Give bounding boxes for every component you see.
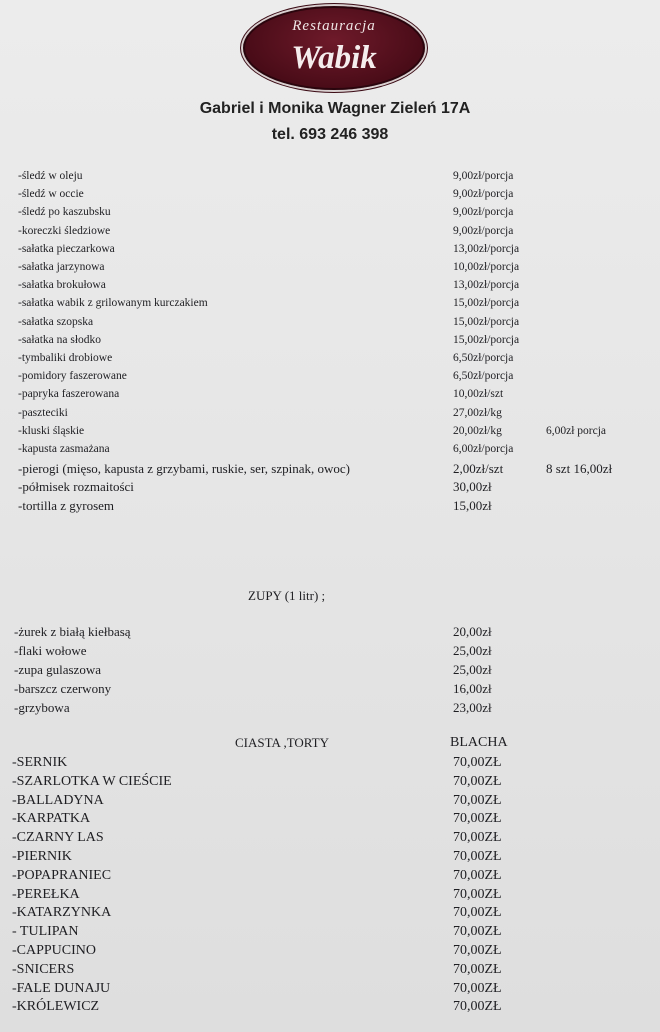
menu-item-name: -pierogi (mięso, kapusta z grzybami, ruskie, ser, szpinak, owoc): [18, 461, 350, 477]
menu-item-price: 15,00zł: [453, 497, 492, 513]
menu-item-name: -SERNIK: [12, 755, 68, 770]
menu-item-price: 20,00zł: [453, 624, 492, 639]
menu-item: [0, 261, 660, 280]
menu-item-name: -tymbaliki drobiowe: [18, 352, 113, 364]
menu-item-price: 9,00zł/porcja: [453, 206, 514, 219]
menu-item-price: 70,00ZŁ: [453, 849, 502, 864]
menu-item-price: 27,00zł/kg: [453, 406, 502, 419]
menu-item-name: -sałatka na słodko: [18, 333, 102, 346]
menu-item: [0, 498, 660, 517]
cakes-price-heading: BLACHA: [450, 735, 508, 750]
logo-subtitle: Restauracja: [292, 18, 376, 34]
menu-item: [0, 479, 660, 498]
menu-item-price: 6,50zł/porcja: [453, 352, 514, 364]
menu-item: [0, 370, 660, 389]
menu-item-name: -grzybowa: [14, 700, 70, 715]
menu-item-extra-price: 8 szt 16,00zł: [546, 461, 613, 477]
menu-item-name: -BALLADYNA: [12, 792, 104, 808]
menu-item: [0, 811, 660, 830]
menu-item-price: 13,00zł/porcja: [453, 279, 520, 292]
menu-item-name: -flaki wołowe: [14, 643, 87, 658]
menu-item-price: 6,50zł/porcja: [453, 370, 514, 383]
menu-item: [0, 297, 660, 316]
menu-item-name: -KATARZYNKA: [12, 905, 112, 921]
menu-item-name: -CAPPUCINO: [12, 943, 97, 958]
menu-item: [0, 905, 660, 924]
menu-item-price: 30,00zł: [453, 479, 492, 495]
cakes-heading: CIASTA ,TORTY: [235, 735, 330, 750]
menu-item-price: 70,00ZŁ: [453, 867, 502, 883]
menu-item-name: -śledź po kaszubsku: [18, 206, 111, 219]
menu-item: [0, 681, 660, 700]
menu-item: [0, 243, 660, 262]
menu-item-price: 15,00zł/porcja: [453, 333, 520, 346]
menu-item-name: -KRÓLEWICZ: [12, 999, 100, 1015]
menu-item: [0, 188, 660, 207]
menu-item: [0, 316, 660, 335]
menu-item-price: 23,00zł: [453, 700, 492, 715]
menu-item: [0, 887, 660, 906]
menu-item-price: 70,00ZŁ: [453, 961, 502, 977]
menu-item-price: 70,00ZŁ: [453, 773, 502, 789]
menu-item-price: 10,00zł/porcja: [453, 261, 520, 273]
menu-item: [0, 999, 660, 1018]
menu-item: [0, 924, 660, 943]
menu-item-price: 20,00zł/kg: [453, 424, 502, 437]
menu-item: [0, 206, 660, 225]
menu-item-extra-price: 6,00zł porcja: [546, 424, 607, 437]
menu-item-price: 70,00ZŁ: [453, 999, 502, 1015]
menu-item-name: -FALE DUNAJU: [12, 980, 111, 996]
logo-title: Wabik: [291, 40, 377, 76]
menu-item-name: -PEREŁKA: [12, 886, 80, 902]
phone-number: tel. 693 246 398: [271, 126, 389, 143]
restaurant-logo: [243, 6, 425, 90]
menu-item: [0, 755, 660, 774]
menu-item-price: 16,00zł: [453, 681, 492, 696]
menu-item-price: 70,00ZŁ: [453, 830, 502, 846]
menu-item: [0, 425, 660, 444]
menu-item-price: 70,00ZŁ: [453, 905, 502, 921]
menu-item-price: 13,00zł/porcja: [453, 242, 520, 255]
menu-item-price: 25,00zł: [453, 643, 492, 658]
menu-item: [0, 170, 660, 189]
menu-item-price: 70,00ZŁ: [453, 943, 502, 958]
menu-item-name: -kluski śląskie: [18, 424, 85, 437]
menu-item-name: -POPAPRANIEC: [12, 867, 112, 883]
menu-item-name: -KARPATKA: [12, 811, 91, 827]
menu-item-name: -kapusta zasmażana: [18, 443, 110, 455]
menu-item-price: 2,00zł/szt: [453, 461, 504, 477]
menu-item: [0, 407, 660, 426]
menu-item: [0, 225, 660, 244]
menu-item-name: -sałatka wabik z grilowanym kurczakiem: [18, 297, 208, 310]
menu-item-name: -śledź w oleju: [18, 170, 83, 182]
menu-item-price: 9,00zł/porcja: [453, 170, 514, 182]
menu-item: [0, 624, 660, 643]
menu-item-name: -półmisek rozmaitości: [18, 479, 134, 495]
menu-item-name: -śledź w occie: [18, 188, 84, 201]
menu-item: [0, 352, 660, 371]
menu-item-name: -żurek z białą kiełbasą: [14, 624, 131, 639]
menu-item-name: -sałatka szopska: [18, 315, 94, 328]
menu-item: [0, 443, 660, 462]
menu-item: [0, 962, 660, 981]
menu-item-name: -barszcz czerwony: [14, 681, 112, 696]
menu-item: [0, 868, 660, 887]
menu-item-name: -SZARLOTKA W CIEŚCIE: [12, 773, 172, 789]
menu-item-price: 70,00ZŁ: [453, 792, 502, 808]
menu-item: [0, 643, 660, 662]
menu-item: [0, 793, 660, 812]
menu-item-name: -CZARNY LAS: [12, 830, 104, 846]
menu-item-name: -koreczki śledziowe: [18, 224, 111, 237]
menu-item-price: 70,00ZŁ: [453, 755, 502, 770]
menu-item-price: 15,00zł/porcja: [453, 315, 520, 328]
menu-item: [0, 662, 660, 681]
menu-item: [0, 388, 660, 407]
menu-item: [0, 461, 660, 480]
menu-item-name: -tortilla z gyrosem: [18, 497, 115, 513]
menu-item-name: -paszteciki: [18, 406, 68, 419]
menu-item-price: 9,00zł/porcja: [453, 224, 514, 237]
menu-item: [0, 774, 660, 793]
menu-item: [0, 849, 660, 868]
menu-item-name: - TULIPAN: [12, 924, 79, 940]
menu-item-name: -sałatka pieczarkowa: [18, 242, 115, 255]
menu-item-price: 9,00zł/porcja: [453, 188, 514, 201]
soups-heading: ZUPY (1 litr) ;: [248, 588, 326, 603]
menu-item-name: -zupa gulaszowa: [14, 662, 101, 677]
menu-item: [0, 830, 660, 849]
menu-item-name: -papryka faszerowana: [18, 388, 120, 401]
menu-item-price: 70,00ZŁ: [453, 980, 502, 996]
menu-item-name: -PIERNIK: [12, 849, 72, 864]
owner-address: Gabriel i Monika Wagner Zieleń 17A: [199, 100, 471, 117]
menu-item-price: 6,00zł/porcja: [453, 443, 514, 455]
menu-item-name: -pomidory faszerowane: [18, 370, 127, 383]
menu-item: [0, 700, 660, 719]
menu-item-price: 70,00ZŁ: [453, 886, 502, 902]
menu-item-price: 10,00zł/szt: [453, 388, 504, 401]
menu-item: [0, 279, 660, 298]
menu-item-price: 25,00zł: [453, 662, 492, 677]
menu-item: [0, 334, 660, 353]
menu-item-name: -sałatka jarzynowa: [18, 261, 105, 273]
menu-item-name: -sałatka brokułowa: [18, 279, 106, 292]
menu-item-price: 70,00ZŁ: [453, 924, 502, 940]
menu-item-price: 15,00zł/porcja: [453, 297, 520, 310]
menu-item-name: -SNICERS: [12, 961, 75, 977]
menu-item: [0, 943, 660, 962]
menu-item-price: 70,00ZŁ: [453, 811, 502, 827]
menu-item: [0, 981, 660, 1000]
